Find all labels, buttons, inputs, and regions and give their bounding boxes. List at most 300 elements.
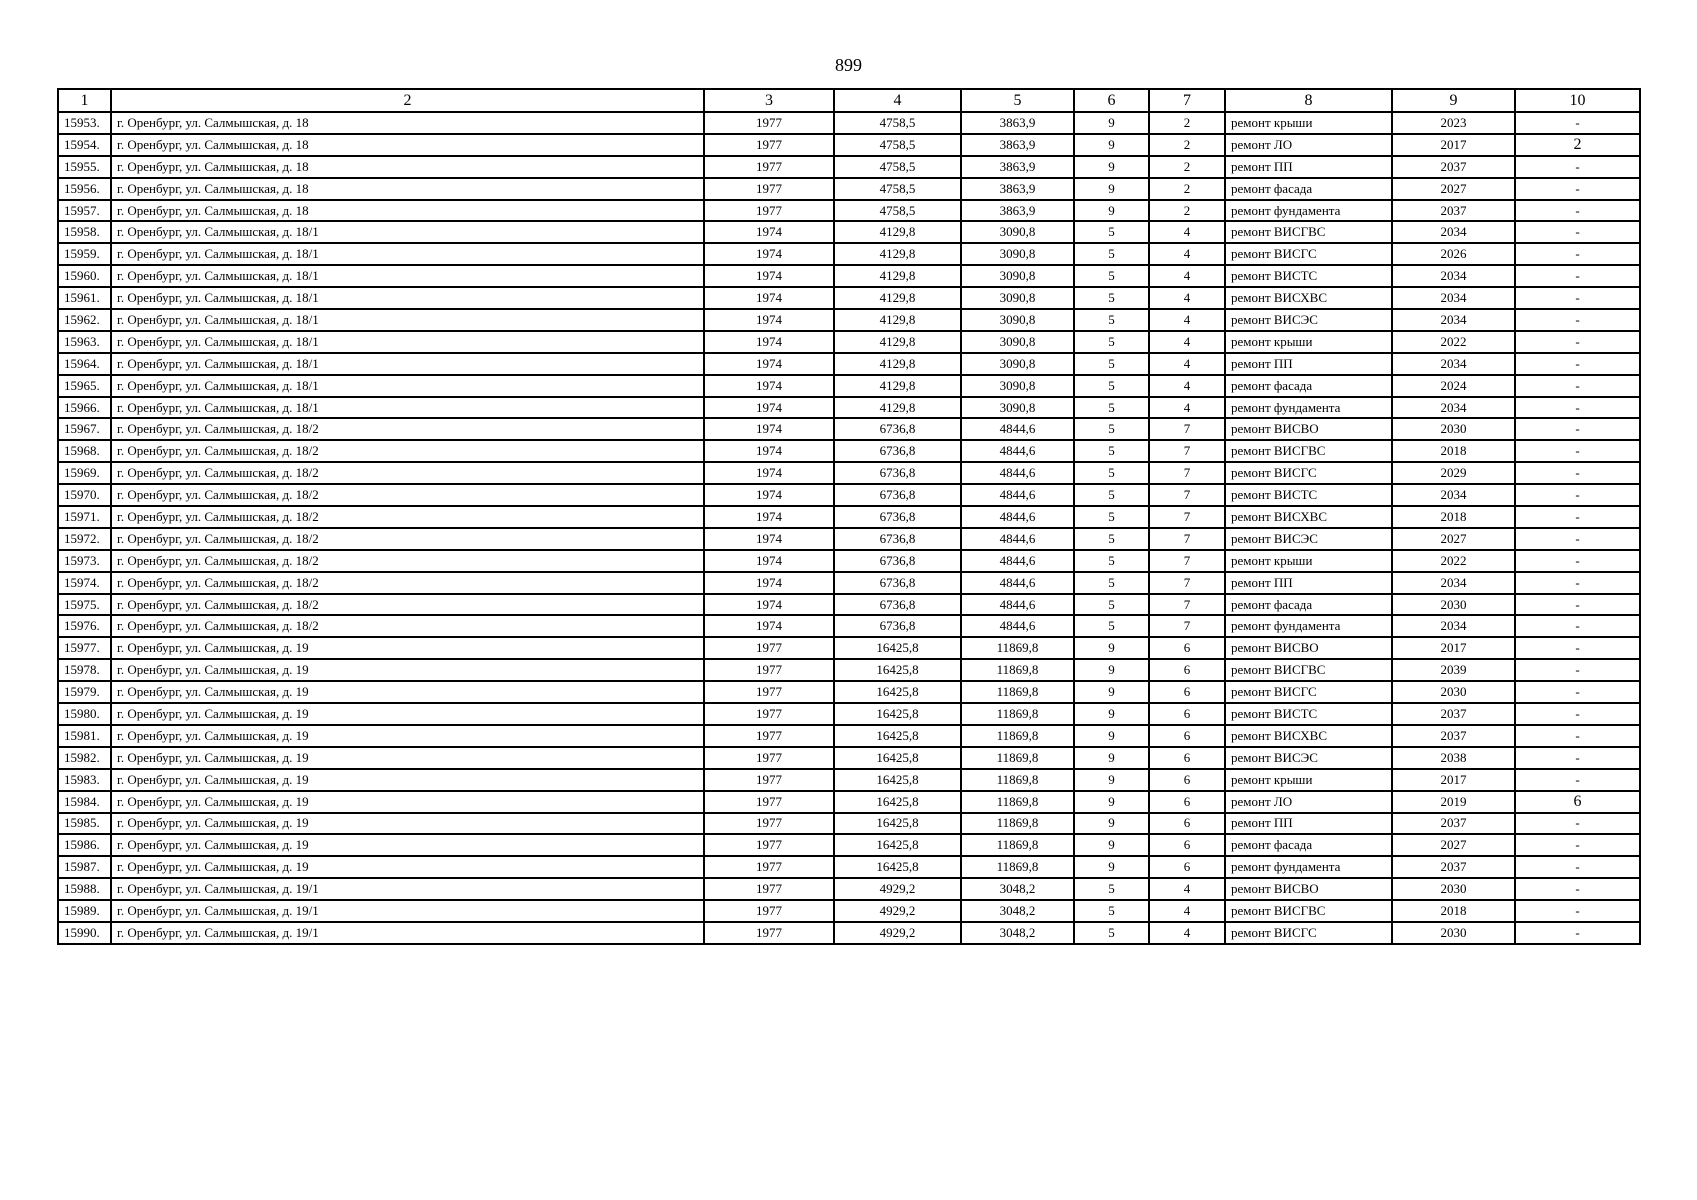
work-type-cell: ремонт ВИСГВС [1225,659,1392,681]
entrances-cell: 6 [1149,637,1225,659]
address-cell: г. Оренбург, ул. Салмышская, д. 18 [111,178,704,200]
floors-cell: 5 [1074,528,1149,550]
address-cell: г. Оренбург, ул. Салмышская, д. 18/2 [111,594,704,616]
floors-cell: 5 [1074,397,1149,419]
floors-cell: 5 [1074,287,1149,309]
table-row [58,440,1640,462]
address-cell: г. Оренбург, ул. Салмышская, д. 18 [111,200,704,222]
living-area-cell: 3090,8 [961,331,1074,353]
address-cell: г. Оренбург, ул. Салмышская, д. 18/2 [111,506,704,528]
row-number-cell: 15953. [58,112,111,134]
total-area-cell: 4129,8 [834,331,961,353]
planned-year-cell: 2018 [1392,440,1515,462]
work-type-cell: ремонт ВИСЭС [1225,747,1392,769]
floors-cell: 5 [1074,418,1149,440]
year-built-cell: 1974 [704,506,834,528]
planned-year-cell: 2039 [1392,659,1515,681]
row-number-cell: 15982. [58,747,111,769]
floors-cell: 9 [1074,791,1149,813]
address-cell: г. Оренбург, ул. Салмышская, д. 18/1 [111,331,704,353]
table-row [58,572,1640,594]
row-number-cell: 15983. [58,769,111,791]
table-row [58,397,1640,419]
elevator-count-cell: - [1515,769,1640,791]
table-row [58,309,1640,331]
living-area-cell: 4844,6 [961,418,1074,440]
planned-year-cell: 2034 [1392,309,1515,331]
work-type-cell: ремонт ВИСГВС [1225,900,1392,922]
floors-cell: 9 [1074,834,1149,856]
address-cell: г. Оренбург, ул. Салмышская, д. 19 [111,725,704,747]
total-area-cell: 4929,2 [834,922,961,944]
elevator-count-cell: - [1515,265,1640,287]
work-type-cell: ремонт фасада [1225,178,1392,200]
work-type-cell: ремонт фундамента [1225,200,1392,222]
living-area-cell: 3863,9 [961,200,1074,222]
total-area-cell: 16425,8 [834,769,961,791]
repair-schedule-table [57,88,1641,945]
planned-year-cell: 2017 [1392,134,1515,156]
entrances-cell: 6 [1149,681,1225,703]
total-area-cell: 6736,8 [834,572,961,594]
year-built-cell: 1977 [704,900,834,922]
entrances-cell: 7 [1149,484,1225,506]
table-row [58,594,1640,616]
planned-year-cell: 2030 [1392,594,1515,616]
address-cell: г. Оренбург, ул. Салмышская, д. 18/2 [111,550,704,572]
planned-year-cell: 2023 [1392,112,1515,134]
work-type-cell: ремонт ПП [1225,353,1392,375]
planned-year-cell: 2018 [1392,900,1515,922]
entrances-cell: 4 [1149,397,1225,419]
header-cell: 7 [1149,89,1225,112]
work-type-cell: ремонт фундамента [1225,397,1392,419]
entrances-cell: 6 [1149,791,1225,813]
work-type-cell: ремонт ПП [1225,156,1392,178]
total-area-cell: 6736,8 [834,594,961,616]
address-cell: г. Оренбург, ул. Салмышская, д. 18/1 [111,243,704,265]
floors-cell: 9 [1074,178,1149,200]
row-number-cell: 15988. [58,878,111,900]
entrances-cell: 6 [1149,813,1225,835]
year-built-cell: 1977 [704,813,834,835]
row-number-cell: 15985. [58,813,111,835]
total-area-cell: 4758,5 [834,112,961,134]
planned-year-cell: 2027 [1392,834,1515,856]
address-cell: г. Оренбург, ул. Салмышская, д. 18/1 [111,287,704,309]
address-cell: г. Оренбург, ул. Салмышская, д. 18 [111,156,704,178]
living-area-cell: 3048,2 [961,922,1074,944]
entrances-cell: 6 [1149,856,1225,878]
year-built-cell: 1977 [704,747,834,769]
address-cell: г. Оренбург, ул. Салмышская, д. 18/1 [111,375,704,397]
year-built-cell: 1977 [704,834,834,856]
floors-cell: 5 [1074,265,1149,287]
entrances-cell: 6 [1149,769,1225,791]
work-type-cell: ремонт ЛО [1225,791,1392,813]
planned-year-cell: 2034 [1392,484,1515,506]
row-number-cell: 15966. [58,397,111,419]
elevator-count-cell: - [1515,922,1640,944]
total-area-cell: 16425,8 [834,637,961,659]
year-built-cell: 1974 [704,440,834,462]
planned-year-cell: 2034 [1392,265,1515,287]
planned-year-cell: 2037 [1392,725,1515,747]
living-area-cell: 3863,9 [961,156,1074,178]
table-row [58,637,1640,659]
elevator-count-cell: 2 [1515,134,1640,156]
address-cell: г. Оренбург, ул. Салмышская, д. 18/2 [111,462,704,484]
year-built-cell: 1977 [704,791,834,813]
work-type-cell: ремонт ВИСТС [1225,703,1392,725]
planned-year-cell: 2037 [1392,703,1515,725]
living-area-cell: 3048,2 [961,878,1074,900]
entrances-cell: 4 [1149,922,1225,944]
living-area-cell: 11869,8 [961,769,1074,791]
year-built-cell: 1974 [704,550,834,572]
work-type-cell: ремонт ВИСГВС [1225,221,1392,243]
year-built-cell: 1977 [704,112,834,134]
total-area-cell: 4129,8 [834,353,961,375]
total-area-cell: 16425,8 [834,747,961,769]
address-cell: г. Оренбург, ул. Салмышская, д. 19 [111,747,704,769]
floors-cell: 9 [1074,112,1149,134]
work-type-cell: ремонт ВИСВО [1225,878,1392,900]
elevator-count-cell: - [1515,550,1640,572]
elevator-count-cell: - [1515,528,1640,550]
work-type-cell: ремонт ВИСГС [1225,681,1392,703]
living-area-cell: 11869,8 [961,637,1074,659]
entrances-cell: 7 [1149,572,1225,594]
address-cell: г. Оренбург, ул. Салмышская, д. 19 [111,703,704,725]
total-area-cell: 6736,8 [834,615,961,637]
address-cell: г. Оренбург, ул. Салмышская, д. 18 [111,134,704,156]
floors-cell: 9 [1074,681,1149,703]
table-row [58,813,1640,835]
work-type-cell: ремонт крыши [1225,769,1392,791]
row-number-cell: 15960. [58,265,111,287]
total-area-cell: 4129,8 [834,221,961,243]
header-cell: 5 [961,89,1074,112]
year-built-cell: 1974 [704,572,834,594]
work-type-cell: ремонт фасада [1225,375,1392,397]
year-built-cell: 1977 [704,134,834,156]
living-area-cell: 11869,8 [961,725,1074,747]
floors-cell: 5 [1074,243,1149,265]
entrances-cell: 6 [1149,703,1225,725]
living-area-cell: 3090,8 [961,309,1074,331]
elevator-count-cell: - [1515,418,1640,440]
elevator-count-cell: - [1515,397,1640,419]
total-area-cell: 4758,5 [834,200,961,222]
planned-year-cell: 2034 [1392,287,1515,309]
year-built-cell: 1974 [704,484,834,506]
total-area-cell: 6736,8 [834,550,961,572]
planned-year-cell: 2034 [1392,353,1515,375]
row-number-cell: 15964. [58,353,111,375]
elevator-count-cell: - [1515,703,1640,725]
table-row [58,134,1640,156]
planned-year-cell: 2017 [1392,769,1515,791]
total-area-cell: 4758,5 [834,134,961,156]
address-cell: г. Оренбург, ул. Салмышская, д. 19 [111,813,704,835]
year-built-cell: 1977 [704,681,834,703]
header-cell: 1 [58,89,111,112]
floors-cell: 5 [1074,221,1149,243]
table-row [58,221,1640,243]
table-row [58,243,1640,265]
work-type-cell: ремонт ВИСВО [1225,637,1392,659]
address-cell: г. Оренбург, ул. Салмышская, д. 19 [111,856,704,878]
elevator-count-cell: - [1515,637,1640,659]
row-number-cell: 15975. [58,594,111,616]
work-type-cell: ремонт крыши [1225,331,1392,353]
row-number-cell: 15978. [58,659,111,681]
living-area-cell: 11869,8 [961,681,1074,703]
address-cell: г. Оренбург, ул. Салмышская, д. 18/1 [111,397,704,419]
entrances-cell: 2 [1149,200,1225,222]
planned-year-cell: 2034 [1392,221,1515,243]
floors-cell: 5 [1074,484,1149,506]
planned-year-cell: 2019 [1392,791,1515,813]
entrances-cell: 6 [1149,659,1225,681]
living-area-cell: 3090,8 [961,353,1074,375]
floors-cell: 9 [1074,747,1149,769]
work-type-cell: ремонт ВИСХВС [1225,506,1392,528]
entrances-cell: 7 [1149,594,1225,616]
entrances-cell: 6 [1149,725,1225,747]
work-type-cell: ремонт фасада [1225,594,1392,616]
total-area-cell: 6736,8 [834,440,961,462]
living-area-cell: 4844,6 [961,484,1074,506]
elevator-count-cell: - [1515,594,1640,616]
floors-cell: 5 [1074,615,1149,637]
address-cell: г. Оренбург, ул. Салмышская, д. 19 [111,769,704,791]
address-cell: г. Оренбург, ул. Салмышская, д. 18/2 [111,418,704,440]
total-area-cell: 16425,8 [834,659,961,681]
planned-year-cell: 2034 [1392,615,1515,637]
row-number-cell: 15977. [58,637,111,659]
floors-cell: 9 [1074,156,1149,178]
floors-cell: 5 [1074,331,1149,353]
planned-year-cell: 2027 [1392,528,1515,550]
living-area-cell: 4844,6 [961,615,1074,637]
planned-year-cell: 2037 [1392,856,1515,878]
living-area-cell: 3090,8 [961,287,1074,309]
table-row [58,615,1640,637]
work-type-cell: ремонт крыши [1225,550,1392,572]
work-type-cell: ремонт ВИСГС [1225,462,1392,484]
entrances-cell: 7 [1149,506,1225,528]
row-number-cell: 15981. [58,725,111,747]
work-type-cell: ремонт фасада [1225,834,1392,856]
work-type-cell: ремонт ВИСЭС [1225,528,1392,550]
table-row [58,353,1640,375]
header-cell: 4 [834,89,961,112]
row-number-cell: 15970. [58,484,111,506]
floors-cell: 5 [1074,922,1149,944]
elevator-count-cell: - [1515,813,1640,835]
table-row [58,922,1640,944]
total-area-cell: 4129,8 [834,287,961,309]
entrances-cell: 6 [1149,747,1225,769]
address-cell: г. Оренбург, ул. Салмышская, д. 18/2 [111,528,704,550]
row-number-cell: 15980. [58,703,111,725]
elevator-count-cell: - [1515,178,1640,200]
total-area-cell: 6736,8 [834,418,961,440]
year-built-cell: 1977 [704,725,834,747]
total-area-cell: 6736,8 [834,528,961,550]
row-number-cell: 15962. [58,309,111,331]
floors-cell: 5 [1074,462,1149,484]
total-area-cell: 16425,8 [834,856,961,878]
work-type-cell: ремонт ВИСЭС [1225,309,1392,331]
address-cell: г. Оренбург, ул. Салмышская, д. 19 [111,637,704,659]
total-area-cell: 16425,8 [834,813,961,835]
year-built-cell: 1974 [704,265,834,287]
address-cell: г. Оренбург, ул. Салмышская, д. 18/1 [111,265,704,287]
living-area-cell: 4844,6 [961,550,1074,572]
year-built-cell: 1974 [704,594,834,616]
row-number-cell: 15971. [58,506,111,528]
address-cell: г. Оренбург, ул. Салмышская, д. 19 [111,681,704,703]
year-built-cell: 1977 [704,856,834,878]
total-area-cell: 4758,5 [834,178,961,200]
table-row [58,484,1640,506]
elevator-count-cell: - [1515,572,1640,594]
address-cell: г. Оренбург, ул. Салмышская, д. 19 [111,834,704,856]
row-number-cell: 15986. [58,834,111,856]
living-area-cell: 4844,6 [961,462,1074,484]
total-area-cell: 6736,8 [834,484,961,506]
page-number: 899 [835,55,862,75]
address-cell: г. Оренбург, ул. Салмышская, д. 19 [111,659,704,681]
row-number-cell: 15965. [58,375,111,397]
row-number-cell: 15959. [58,243,111,265]
header-cell: 6 [1074,89,1149,112]
floors-cell: 5 [1074,878,1149,900]
table-row [58,375,1640,397]
row-number-cell: 15979. [58,681,111,703]
entrances-cell: 4 [1149,309,1225,331]
living-area-cell: 4844,6 [961,572,1074,594]
living-area-cell: 3863,9 [961,134,1074,156]
address-cell: г. Оренбург, ул. Салмышская, д. 18/2 [111,615,704,637]
row-number-cell: 15955. [58,156,111,178]
total-area-cell: 4758,5 [834,156,961,178]
table-row [58,506,1640,528]
work-type-cell: ремонт ВИСХВС [1225,725,1392,747]
total-area-cell: 6736,8 [834,462,961,484]
entrances-cell: 4 [1149,331,1225,353]
table-row [58,681,1640,703]
total-area-cell: 16425,8 [834,791,961,813]
living-area-cell: 4844,6 [961,594,1074,616]
floors-cell: 5 [1074,572,1149,594]
planned-year-cell: 2022 [1392,331,1515,353]
living-area-cell: 3090,8 [961,221,1074,243]
year-built-cell: 1977 [704,878,834,900]
elevator-count-cell: - [1515,353,1640,375]
work-type-cell: ремонт ПП [1225,572,1392,594]
table-row [58,265,1640,287]
row-number-cell: 15990. [58,922,111,944]
planned-year-cell: 2037 [1392,156,1515,178]
living-area-cell: 3090,8 [961,375,1074,397]
table-row [58,747,1640,769]
address-cell: г. Оренбург, ул. Салмышская, д. 18/1 [111,353,704,375]
table-row [58,528,1640,550]
total-area-cell: 4129,8 [834,397,961,419]
row-number-cell: 15961. [58,287,111,309]
header-cell: 8 [1225,89,1392,112]
work-type-cell: ремонт ВИСГВС [1225,440,1392,462]
table-row [58,834,1640,856]
planned-year-cell: 2030 [1392,922,1515,944]
address-cell: г. Оренбург, ул. Салмышская, д. 18/2 [111,484,704,506]
living-area-cell: 3090,8 [961,397,1074,419]
row-number-cell: 15972. [58,528,111,550]
table-row [58,462,1640,484]
entrances-cell: 4 [1149,353,1225,375]
living-area-cell: 3863,9 [961,178,1074,200]
work-type-cell: ремонт фундамента [1225,615,1392,637]
work-type-cell: ремонт ВИСВО [1225,418,1392,440]
entrances-cell: 4 [1149,243,1225,265]
address-cell: г. Оренбург, ул. Салмышская, д. 18/2 [111,572,704,594]
floors-cell: 5 [1074,375,1149,397]
floors-cell: 5 [1074,506,1149,528]
table-row [58,659,1640,681]
elevator-count-cell: - [1515,156,1640,178]
floors-cell: 9 [1074,637,1149,659]
year-built-cell: 1977 [704,703,834,725]
floors-cell: 9 [1074,200,1149,222]
row-number-cell: 15968. [58,440,111,462]
table-row [58,418,1640,440]
total-area-cell: 4929,2 [834,878,961,900]
year-built-cell: 1974 [704,397,834,419]
elevator-count-cell: 6 [1515,791,1640,813]
elevator-count-cell: - [1515,834,1640,856]
year-built-cell: 1974 [704,331,834,353]
table-row [58,112,1640,134]
elevator-count-cell: - [1515,506,1640,528]
work-type-cell: ремонт фундамента [1225,856,1392,878]
elevator-count-cell: - [1515,462,1640,484]
entrances-cell: 4 [1149,265,1225,287]
planned-year-cell: 2017 [1392,637,1515,659]
year-built-cell: 1977 [704,200,834,222]
total-area-cell: 4929,2 [834,900,961,922]
year-built-cell: 1974 [704,375,834,397]
row-number-cell: 15973. [58,550,111,572]
row-number-cell: 15957. [58,200,111,222]
living-area-cell: 11869,8 [961,703,1074,725]
elevator-count-cell: - [1515,243,1640,265]
entrances-cell: 2 [1149,156,1225,178]
work-type-cell: ремонт крыши [1225,112,1392,134]
planned-year-cell: 2027 [1392,178,1515,200]
elevator-count-cell: - [1515,725,1640,747]
living-area-cell: 11869,8 [961,659,1074,681]
address-cell: г. Оренбург, ул. Салмышская, д. 19 [111,791,704,813]
floors-cell: 5 [1074,440,1149,462]
elevator-count-cell: - [1515,309,1640,331]
floors-cell: 9 [1074,769,1149,791]
entrances-cell: 4 [1149,221,1225,243]
table-row [58,878,1640,900]
